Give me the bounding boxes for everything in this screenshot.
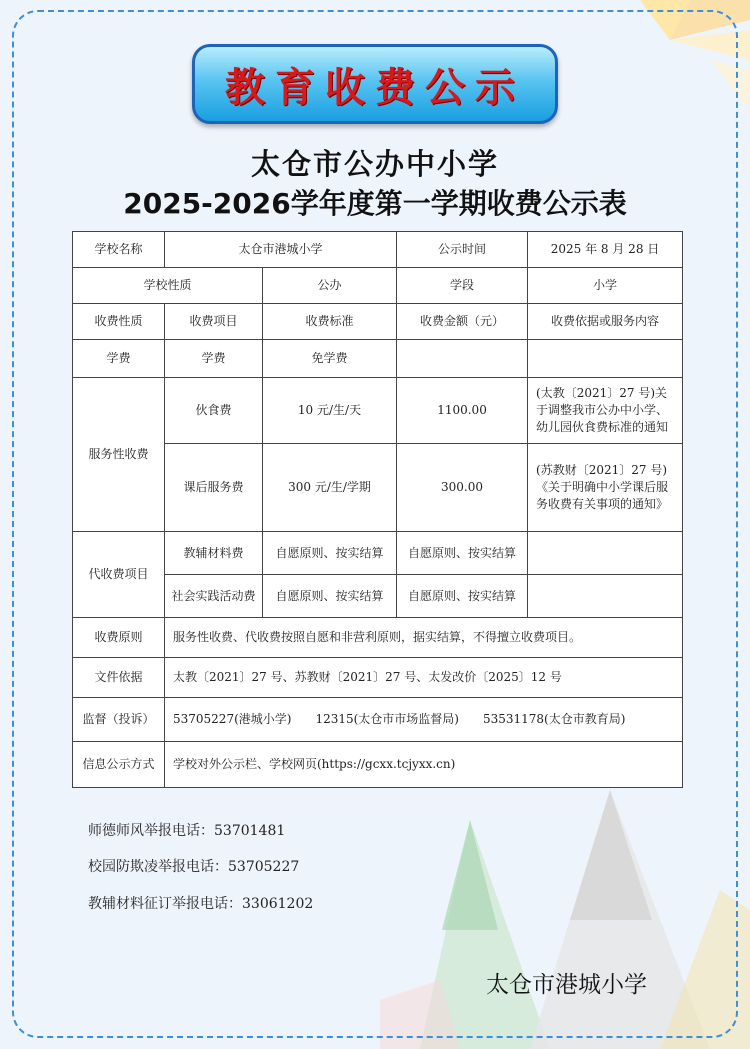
docs-text: 太教〔2021〕27 号、苏教财〔2021〕27 号、太发改价〔2025〕12 号 xyxy=(165,658,683,698)
table-row xyxy=(73,340,683,378)
service-amount: 300.00 xyxy=(397,444,528,532)
principle-text: 服务性收费、代收费按照自愿和非营利原则，据实结算，不得擅立收费项目。 xyxy=(165,618,683,658)
table-row xyxy=(73,444,683,532)
service-basis: (太教〔2021〕27 号)关于调整我市公办中小学、幼儿园伙食费标准的通知 xyxy=(528,378,683,444)
collect-item: 社会实践活动费 xyxy=(165,575,263,618)
school-name-label: 学校名称 xyxy=(73,232,165,268)
school-signature: 太仓市港城小学 xyxy=(486,972,647,998)
banner-text: 教育收费公示 xyxy=(225,63,525,111)
supervision-text: 53705227(港城小学) 12315(太仓市市场监督局) 53531178(太仓市教育局) xyxy=(165,698,683,742)
publish-time-label: 公示时间 xyxy=(397,232,528,268)
service-standard: 10 元/生/天 xyxy=(263,378,397,444)
column-header: 收费依据或服务内容 xyxy=(528,304,683,340)
tuition-amount xyxy=(397,340,528,378)
table-header-row xyxy=(73,304,683,340)
publish-time: 2025 年 8 月 28 日 xyxy=(528,232,683,268)
tuition-basis xyxy=(528,340,683,378)
table-row xyxy=(73,232,683,268)
column-header: 收费项目 xyxy=(165,304,263,340)
table-row xyxy=(73,575,683,618)
column-header: 收费性质 xyxy=(73,304,165,340)
info-text: 学校对外公示栏、学校网页(https://gcxx.tcjyxx.cn) xyxy=(165,742,683,788)
stage-label: 学段 xyxy=(397,268,528,304)
collect-amount: 自愿原则、按实结算 xyxy=(397,575,528,618)
page-title-line2: 2025-2026学年度第一学期收费公示表 xyxy=(123,187,627,220)
info-label: 信息公示方式 xyxy=(73,742,165,788)
service-category: 服务性收费 xyxy=(73,378,165,532)
collect-amount: 自愿原则、按实结算 xyxy=(397,532,528,575)
collect-basis xyxy=(528,532,683,575)
collect-standard: 自愿原则、按实结算 xyxy=(263,575,397,618)
supervision-label: 监督（投诉） xyxy=(73,698,165,742)
column-header: 收费金额（元） xyxy=(397,304,528,340)
table-row xyxy=(73,378,683,444)
school-type: 公办 xyxy=(263,268,397,304)
school-name: 太仓市港城小学 xyxy=(165,232,397,268)
tuition-standard: 免学费 xyxy=(263,340,397,378)
service-standard: 300 元/生/学期 xyxy=(263,444,397,532)
collect-standard: 自愿原则、按实结算 xyxy=(263,532,397,575)
stage: 小学 xyxy=(528,268,683,304)
hotline-materials: 教辅材料征订举报电话：33061202 xyxy=(88,896,314,912)
tuition-category: 学费 xyxy=(73,340,165,378)
collect-basis xyxy=(528,575,683,618)
service-item: 伙食费 xyxy=(165,378,263,444)
table-row xyxy=(73,698,683,742)
docs-label: 文件依据 xyxy=(73,658,165,698)
principle-label: 收费原则 xyxy=(73,618,165,658)
tuition-item: 学费 xyxy=(165,340,263,378)
collect-category: 代收费项目 xyxy=(73,532,165,618)
service-item: 课后服务费 xyxy=(165,444,263,532)
hotline-ethics: 师德师风举报电话：53701481 xyxy=(88,823,286,839)
service-basis: (苏教财〔2021〕27 号)《关于明确中小学课后服务收费有关事项的通知》 xyxy=(528,444,683,532)
school-type-label: 学校性质 xyxy=(73,268,263,304)
hotline-bullying: 校园防欺凌举报电话：53705227 xyxy=(88,859,300,875)
table-row xyxy=(73,742,683,788)
fee-table xyxy=(72,231,683,788)
column-header: 收费标准 xyxy=(263,304,397,340)
page-title-line1: 太仓市公办中小学 xyxy=(250,147,499,181)
table-row xyxy=(73,268,683,304)
table-row xyxy=(73,532,683,575)
table-row xyxy=(73,658,683,698)
collect-item: 教辅材料费 xyxy=(165,532,263,575)
title-banner xyxy=(192,44,558,124)
table-row xyxy=(73,618,683,658)
service-amount: 1100.00 xyxy=(397,378,528,444)
